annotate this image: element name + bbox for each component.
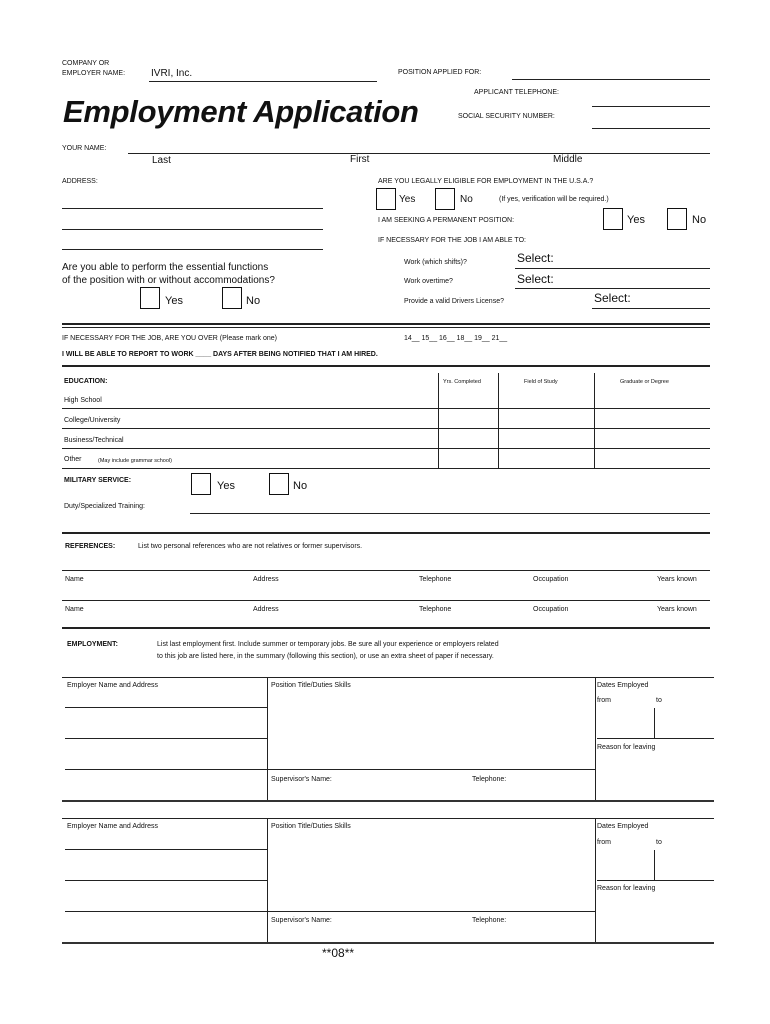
overtime-select[interactable]: Select: xyxy=(517,272,554,286)
education-row-line[interactable] xyxy=(62,408,710,409)
work-shifts-underline xyxy=(515,268,710,269)
references-heading: REFERENCES: xyxy=(65,543,116,550)
dates-field[interactable] xyxy=(597,738,714,739)
name-field[interactable] xyxy=(128,153,710,154)
license-label: Provide a valid Drivers License? xyxy=(404,298,504,305)
duties-bottom-line xyxy=(267,769,595,770)
name-label: YOUR NAME: xyxy=(62,145,107,152)
dates-divider xyxy=(654,708,655,738)
company-value[interactable]: IVRI, Inc. xyxy=(151,68,193,79)
employer-name-label: Employer Name and Address xyxy=(67,682,159,689)
dates-employed-label: Dates Employed xyxy=(597,823,649,830)
education-row-label: Other xyxy=(64,456,82,463)
telephone-label: Telephone: xyxy=(472,776,507,783)
military-yes-checkbox[interactable] xyxy=(191,473,211,495)
overtime-underline xyxy=(515,288,710,289)
from-label: from xyxy=(597,697,611,704)
section-divider xyxy=(62,327,710,328)
position-title-label: Position Title/Duties Skills xyxy=(271,823,351,830)
education-col-field: Field of Study xyxy=(524,379,558,385)
employer-col-divider xyxy=(595,818,596,942)
ssn-label: SOCIAL SECURITY NUMBER: xyxy=(458,113,555,120)
supervisor-label: Supervisor's Name: xyxy=(271,917,332,924)
essential-question-line1: Are you able to perform the essential functions xyxy=(62,262,269,273)
education-row-label: Business/Technical xyxy=(64,437,124,444)
ssn-field[interactable] xyxy=(592,128,710,129)
reference-col-occupation: Occupation xyxy=(533,576,569,583)
permanent-yes-label: Yes xyxy=(627,214,645,226)
name-first-caption: First xyxy=(350,154,370,165)
telephone-field[interactable] xyxy=(592,106,710,107)
employer-address-line[interactable] xyxy=(65,911,267,912)
overtime-label: Work overtime? xyxy=(404,278,453,285)
employer-address-line[interactable] xyxy=(65,769,267,770)
telephone-label: APPLICANT TELEPHONE: xyxy=(474,89,559,96)
essential-yes-checkbox[interactable] xyxy=(140,287,160,309)
education-col-divider xyxy=(438,373,439,469)
military-no-checkbox[interactable] xyxy=(269,473,289,495)
reference-col-telephone: Telephone xyxy=(419,606,452,613)
address-line-3[interactable] xyxy=(62,249,323,250)
age-options[interactable]: 14__ 15__ 16__ 18__ 19__ 21__ xyxy=(404,335,508,342)
company-label-line2: EMPLOYER NAME: xyxy=(62,70,126,77)
reference-col-name: Name xyxy=(65,576,84,583)
to-label: to xyxy=(656,697,662,704)
employer-block-top xyxy=(62,677,714,678)
reference-row-line[interactable] xyxy=(62,600,710,601)
address-line-1[interactable] xyxy=(62,208,323,209)
section-divider xyxy=(62,627,710,629)
employer-block-top xyxy=(62,818,714,819)
if-necessary-label: IF NECESSARY FOR THE JOB I AM ABLE TO: xyxy=(378,237,526,244)
position-field[interactable] xyxy=(512,79,710,80)
supervisor-label: Supervisor's Name: xyxy=(271,776,332,783)
position-title-label: Position Title/Duties Skills xyxy=(271,682,351,689)
company-underline xyxy=(149,81,377,82)
employer-address-line[interactable] xyxy=(65,849,267,850)
permanent-position-label: I AM SEEKING A PERMANENT POSITION: xyxy=(378,217,515,224)
education-row-line[interactable] xyxy=(62,468,710,469)
essential-no-checkbox[interactable] xyxy=(222,287,242,309)
military-yes-label: Yes xyxy=(217,480,235,492)
employer-col-divider xyxy=(267,677,268,801)
permanent-no-checkbox[interactable] xyxy=(667,208,687,230)
page-code: **08** xyxy=(322,946,355,960)
reason-leaving-label: Reason for leaving xyxy=(597,744,656,751)
education-col-divider xyxy=(498,373,499,469)
employer-address-line[interactable] xyxy=(65,738,267,739)
education-row-label: High School xyxy=(64,397,102,404)
employer-name-label: Employer Name and Address xyxy=(67,823,159,830)
reference-col-years: Years known xyxy=(657,606,697,613)
military-label: MILITARY SERVICE: xyxy=(64,477,132,484)
dates-employed-label: Dates Employed xyxy=(597,682,649,689)
reference-col-telephone: Telephone xyxy=(419,576,452,583)
essential-no-label: No xyxy=(246,295,261,307)
form-title: Employment Application xyxy=(63,94,419,129)
telephone-label: Telephone: xyxy=(472,917,507,924)
education-col-years: Yrs. Completed xyxy=(443,379,481,385)
work-shifts-select[interactable]: Select: xyxy=(517,251,554,265)
position-label: POSITION APPLIED FOR: xyxy=(398,69,482,76)
section-divider xyxy=(62,532,710,534)
education-row-line[interactable] xyxy=(62,428,710,429)
permanent-yes-checkbox[interactable] xyxy=(603,208,623,230)
military-no-label: No xyxy=(293,480,308,492)
name-middle-caption: Middle xyxy=(553,154,583,165)
work-shifts-label: Work (which shifts)? xyxy=(404,259,467,266)
report-to-work: I WILL BE ABLE TO REPORT TO WORK ____ DAYS AFTER BEING NOTIFIED THAT I AM HIRED. xyxy=(62,351,378,358)
duty-training-field[interactable] xyxy=(190,513,710,514)
employer-col-divider xyxy=(267,818,268,942)
essential-question-line2: of the position with or without accommodations? xyxy=(62,275,275,286)
employer-address-line[interactable] xyxy=(65,880,267,881)
eligible-yes-checkbox[interactable] xyxy=(376,188,396,210)
education-col-degree: Graduate or Degree xyxy=(620,379,669,385)
eligible-no-checkbox[interactable] xyxy=(435,188,455,210)
address-line-2[interactable] xyxy=(62,229,323,230)
essential-yes-label: Yes xyxy=(165,295,183,307)
reference-col-address: Address xyxy=(253,606,279,613)
employer-block-bottom xyxy=(62,800,714,802)
reference-col-years: Years known xyxy=(657,576,697,583)
address-label: ADDRESS: xyxy=(62,178,98,185)
to-label: to xyxy=(656,839,662,846)
education-row-line[interactable] xyxy=(62,448,710,449)
education-col-divider xyxy=(594,373,595,469)
company-label-line1: COMPANY OR xyxy=(62,60,110,67)
employment-instruction-2: to this job are listed here, in the summary (following this section), or use an extra sheet of paper if necessary. xyxy=(157,653,494,660)
from-label: from xyxy=(597,839,611,846)
education-row-label: College/University xyxy=(64,417,121,424)
references-instruction: List two personal references who are not relatives or former supervisors. xyxy=(138,543,363,550)
license-underline xyxy=(592,308,710,309)
education-other-note: (May include grammar school) xyxy=(98,458,172,464)
education-label: EDUCATION: xyxy=(64,378,108,385)
employment-heading: EMPLOYMENT: xyxy=(67,641,118,648)
reason-leaving-label: Reason for leaving xyxy=(597,885,656,892)
name-last-caption: Last xyxy=(152,155,171,166)
eligibility-question: ARE YOU LEGALLY ELIGIBLE FOR EMPLOYMENT IN THE U.S.A.? xyxy=(378,178,594,185)
employer-address-line[interactable] xyxy=(65,707,267,708)
section-divider xyxy=(62,365,710,367)
reference-col-occupation: Occupation xyxy=(533,606,569,613)
age-question: IF NECESSARY FOR THE JOB, ARE YOU OVER (Please mark one) xyxy=(62,335,277,342)
employment-instruction-1: List last employment first. Include summer or temporary jobs. Be sure all your experience or employers related xyxy=(157,641,499,648)
dates-field[interactable] xyxy=(597,880,714,881)
reference-col-address: Address xyxy=(253,576,279,583)
eligible-no-label: No xyxy=(460,194,473,205)
employer-block-bottom xyxy=(62,942,714,944)
employer-col-divider xyxy=(595,677,596,801)
eligible-yes-label: Yes xyxy=(399,194,416,205)
license-select[interactable]: Select: xyxy=(594,291,631,305)
permanent-no-label: No xyxy=(692,214,707,226)
reference-row-line[interactable] xyxy=(62,570,710,571)
section-divider xyxy=(62,323,710,325)
reference-col-name: Name xyxy=(65,606,84,613)
duty-training-label: Duty/Specialized Training: xyxy=(64,503,145,510)
dates-divider xyxy=(654,850,655,880)
duties-bottom-line xyxy=(267,911,595,912)
verification-note: (If yes, verification will be required.) xyxy=(499,196,609,203)
